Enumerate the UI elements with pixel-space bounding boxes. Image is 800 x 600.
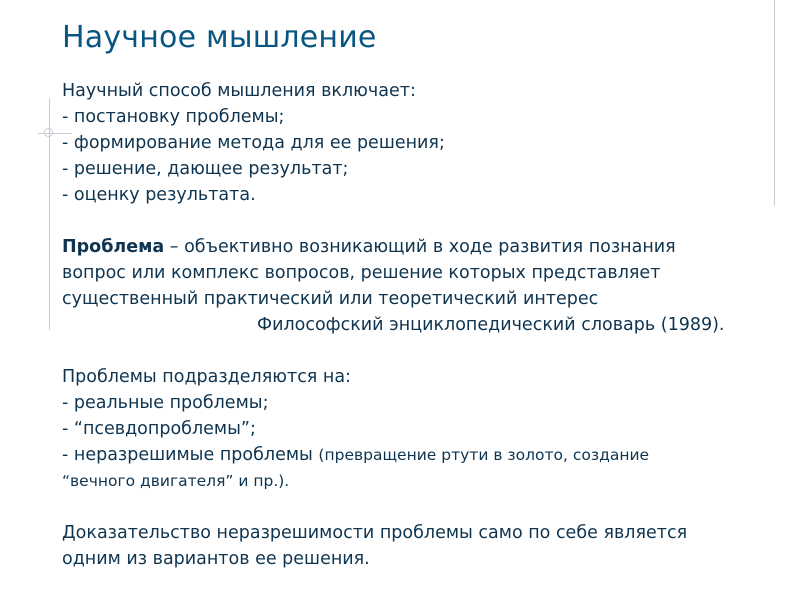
intro-item-solution: - решение, дающее результат; [62, 159, 349, 179]
intro-item-method: - формирование метода для ее решения; [62, 133, 445, 153]
spacer [62, 338, 762, 364]
slide-content [62, 78, 762, 572]
definition-line-2: вопрос или комплекс вопросов, решение которых представляет [62, 263, 661, 283]
types-item-unsolvable-note-cont: “вечного двигателя” и пр.). [62, 472, 290, 490]
spacer [62, 208, 762, 234]
types-item-unsolvable-label: - неразрешимые проблемы [62, 445, 319, 465]
conclusion-line-2: одним из вариантов ее решения. [62, 549, 370, 569]
decorative-crosshair-circle [44, 128, 53, 137]
spacer [62, 494, 762, 520]
intro-item-evaluation: - оценку результата. [62, 185, 256, 205]
intro-lead: Научный способ мышления включает: [62, 81, 416, 101]
definition-source: Философский энциклопедический словарь (1989). [257, 315, 725, 335]
types-item-unsolvable [62, 442, 762, 468]
decorative-right-line [774, 0, 775, 206]
intro-item-problem-setting: - постановку проблемы; [62, 107, 285, 127]
definition-term: Проблема [62, 237, 165, 257]
definition-line-1 [62, 234, 762, 260]
conclusion-line-1: Доказательство неразрешимости проблемы само по себе является [62, 523, 688, 543]
types-item-real: - реальные проблемы; [62, 393, 269, 413]
types-item-unsolvable-note: (превращение ртути в золото, создание [318, 446, 650, 464]
types-item-pseudo: - “псевдопроблемы”; [62, 419, 256, 439]
slide-title: Научное мышление [62, 20, 377, 55]
definition-text-start: – объективно возникающий в ходе развития познания [164, 237, 676, 257]
types-lead: Проблемы подразделяются на: [62, 367, 351, 387]
definition-line-3: существенный практический или теоретический интерес [62, 289, 599, 309]
